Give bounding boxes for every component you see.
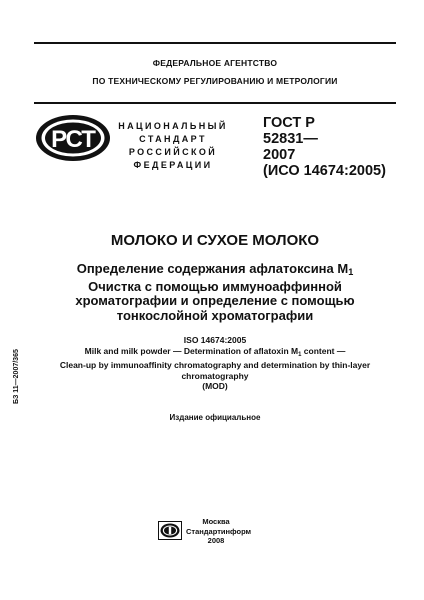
document-subtitle (44, 262, 386, 323)
side-note: БЗ 11—2007/365 (13, 349, 20, 404)
document-title: МОЛОКО И СУХОЕ МОЛОКО (110, 232, 320, 249)
top-rule (34, 42, 396, 44)
gost-line-2: 52831— (263, 131, 318, 147)
publisher (186, 517, 252, 546)
subtitle-line-3: хроматографии и определение с помощью (75, 293, 355, 308)
agency-line-1: ФЕДЕРАЛЬНОЕ АГЕНТСТВО (152, 58, 278, 68)
standard-type-line-3: РОССИЙСКОЙ (128, 147, 218, 157)
gost-line-3: 2007 (263, 147, 296, 163)
standard-type-line-2: СТАНДАРТ (139, 134, 207, 144)
iso-line-4: (MOD) (202, 381, 228, 391)
edition-note: Издание официальное (169, 413, 261, 422)
publisher-logo (158, 521, 182, 540)
rst-logo (34, 113, 112, 163)
standard-type-line-1: НАЦИОНАЛЬНЫЙ (118, 121, 228, 131)
gost-number (263, 115, 386, 179)
iso-line-3: chromatography (181, 370, 249, 381)
iso-ref: ISO 14674:2005 (183, 335, 247, 345)
subtitle-line-1: Определение содержания афлатоксина $M_1$ (76, 261, 354, 277)
header-rule (34, 102, 396, 104)
subtitle-line-2: Очистка с помощью иммуноаффинной (88, 278, 342, 294)
publisher-city: Москва (202, 517, 230, 526)
gost-line-4: (ИСО 14674:2005) (263, 163, 386, 179)
standard-type (118, 120, 228, 172)
subtitle-line-4: тонкослойной хроматографии (116, 307, 314, 323)
standard-type-line-4: ФЕДЕРАЦИИ (133, 160, 213, 170)
publisher-name: Стандартинформ (186, 526, 252, 536)
iso-reference (30, 335, 400, 392)
iso-line-2: Clean-up by immunoaffinity chromatography and determination by thin-layer (59, 360, 371, 370)
logo-text: РСТ (51, 126, 95, 153)
iso-line-1: Milk and milk powder — Determination of aflatoxin $M_1$ content — (84, 345, 346, 358)
gost-line-1: ГОСТ Р (263, 115, 315, 131)
agency-line-2: ПО ТЕХНИЧЕСКОМУ РЕГУЛИРОВАНИЮ И МЕТРОЛОГИИ (92, 76, 338, 86)
publisher-year: 2008 (207, 536, 225, 545)
